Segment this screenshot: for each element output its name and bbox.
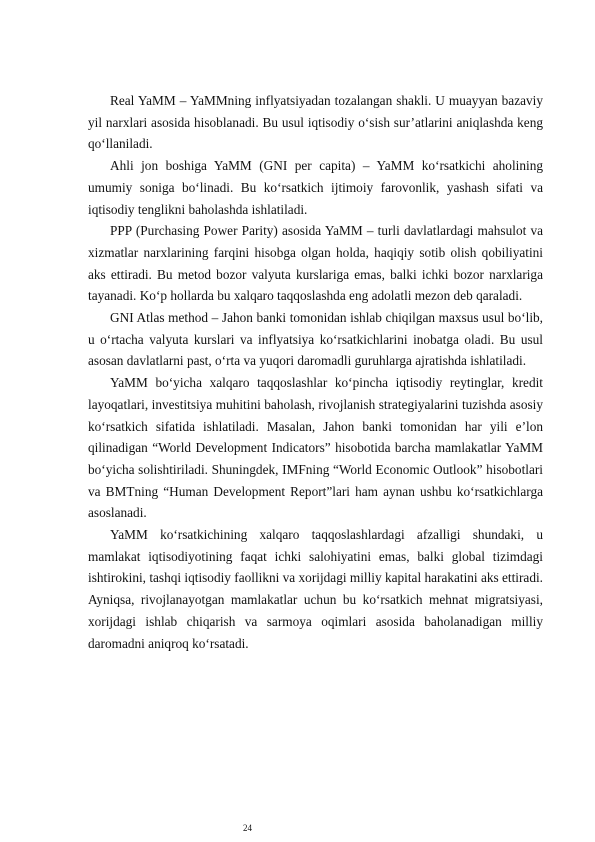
paragraph-international-comparisons: YaMM bo‘yicha xalqaro taqqoslashlar ko‘pincha iqtisodiy reytinglar, kredit layoqatlari, investitsiya muhitini baholash, rivojlanish strategiyalarini tuzishda asosiy ko‘rsatkich sifatida ishlatiladi. Masalan, Jahon banki tomonidan har yili e’lon qilinadigan “World Development Indicators” hisobotida barcha mamlakatlar YaMM bo‘yicha solishtiriladi. Shuningdek, IMFning “World Economic Outlook” hisobotlari va BMTning “Human Development Report”lari ham aynan ushbu ko‘rsatkichlarga asoslanadi. bbox=[88, 375, 543, 521]
body-text bbox=[88, 90, 543, 654]
paragraph-gni-per-capita: Ahli jon boshiga YaMM (GNI per capita) – YaMM ko‘rsatkichi aholining umumiy soniga bo‘linadi. Bu ko‘rsatkich ijtimoiy farovonlik, yashash sifati va iqtisodiy tenglikni baholashda ishlatiladi. bbox=[88, 158, 543, 217]
paragraph-atlas-method: GNI Atlas method – Jahon banki tomonidan ishlab chiqilgan maxsus usul bo‘lib, u o‘rtacha valyuta kurslari va inflyatsiya ko‘rsatkichlarini inobatga oladi. Bu usul asosan davlatlarni past, o‘rta va yuqori daromadli guruhlarga ajratishda ishlatiladi. bbox=[88, 310, 543, 369]
paragraph-ppp: PPP (Purchasing Power Parity) asosida YaMM – turli davlatlardagi mahsulot va xizmatlar narxlarining farqini hisobga olgan holda, haqiqiy sotib olish qobiliyatini aks ettiradi. Bu metod bozor valyuta kurslariga emas, balki ichki bozor narxlariga tayanadi. Ko‘p hollarda bu xalqaro taqqoslashda eng adolatli mezon deb qaraladi. bbox=[88, 223, 543, 304]
page-number: 24 bbox=[243, 823, 252, 833]
paragraph-advantages: YaMM ko‘rsatkichining xalqaro taqqoslashlardagi afzalligi shundaki, u mamlakat iqtisodiyotining faqat ichki salohiyatini emas, balki global tizimdagi ishtirokini, tashqi iqtisodiy faollikni va xorijdagi milliy kapital harakatini aks ettiradi. Ayniqsa, rivojlanayotgan mamlakatlar uchun bu ko‘rsatkich mehnat migratsiyasi, xorijdagi ishlab chiqarish va sarmoya oqimlari asosida baholanadigan milliy daromadni aniqroq ko‘rsatadi. bbox=[88, 527, 543, 651]
paragraph-real-gni: Real YaMM – YaMMning inflyatsiyadan tozalangan shakli. U muayyan bazaviy yil narxlari asosida hisoblanadi. Bu usul iqtisodiy o‘sish sur’atlarini aniqlashda keng qo‘llaniladi. bbox=[88, 93, 543, 152]
